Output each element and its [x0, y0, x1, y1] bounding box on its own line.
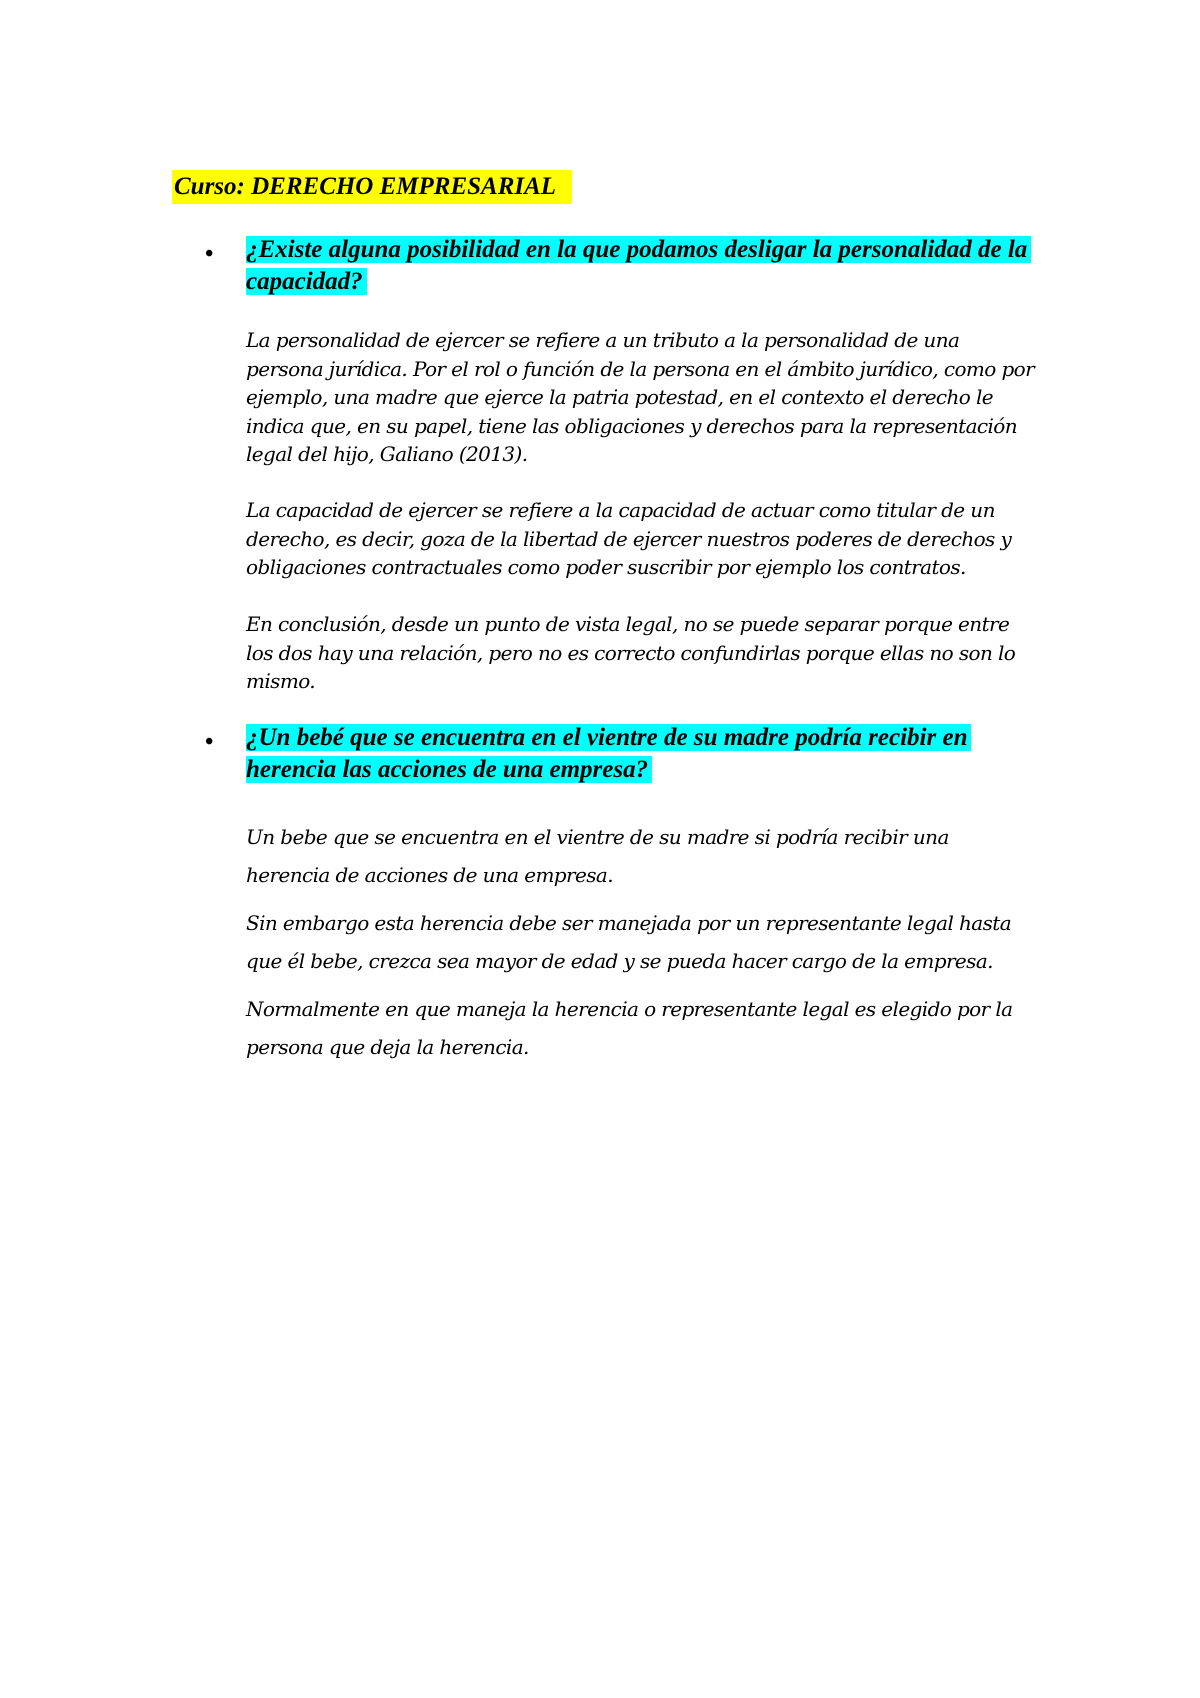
answer-1-paragraph-1: La personalidad de ejercer se refiere a un tributo a la personalidad de una persona jurídica. Por el rol o función de la persona en el ámbito jurídico, como por ejemplo, una madre que ejerce la patria potestad, en el contexto el derecho le indica que, en su papel, tiene las obligaciones y derechos para la representación legal del hijo, Galiano (2013).: [246, 328, 1035, 466]
course-title: Curso: DERECHO EMPRESARIAL: [172, 170, 572, 204]
answer-2-paragraph-1: Un bebe que se encuentra en el vientre de su madre si podría recibir una herencia de acciones de una empresa.: [246, 825, 949, 887]
question-1-text: ¿Existe alguna posibilidad en la que podamos desligar la personalidad de la capacidad?: [246, 236, 1031, 295]
question-2-text: ¿Un bebé que se encuentra en el vientre de su madre podría recibir en herencia las acciones de una empresa?: [246, 724, 971, 783]
question-2: [246, 722, 1046, 786]
answer-2-paragraph-2: Sin embargo esta herencia debe ser manejada por un representante legal hasta que él bebe, crezca sea mayor de edad y se pueda hacer cargo de la empresa.: [246, 911, 1012, 973]
bullet-question-2: •: [205, 729, 214, 755]
answer-2-paragraph-3: Normalmente en que maneja la herencia o representante legal es elegido por la persona que deja la herencia.: [246, 997, 1013, 1059]
bullet-question-1: •: [205, 241, 214, 267]
answer-1-paragraph-2: La capacidad de ejercer se refiere a la capacidad de actuar como titular de un derecho, es decir, goza de la libertad de ejercer nuestros poderes de derechos y obligaciones contractuales como poder suscribir por ejemplo los contratos.: [246, 498, 1012, 579]
question-1: [246, 234, 1046, 298]
answer-1-paragraph-3: En conclusión, desde un punto de vista legal, no se puede separar porque entre los dos hay una relación, pero no es correcto confundirlas porque ellas no son lo mismo.: [246, 612, 1016, 693]
